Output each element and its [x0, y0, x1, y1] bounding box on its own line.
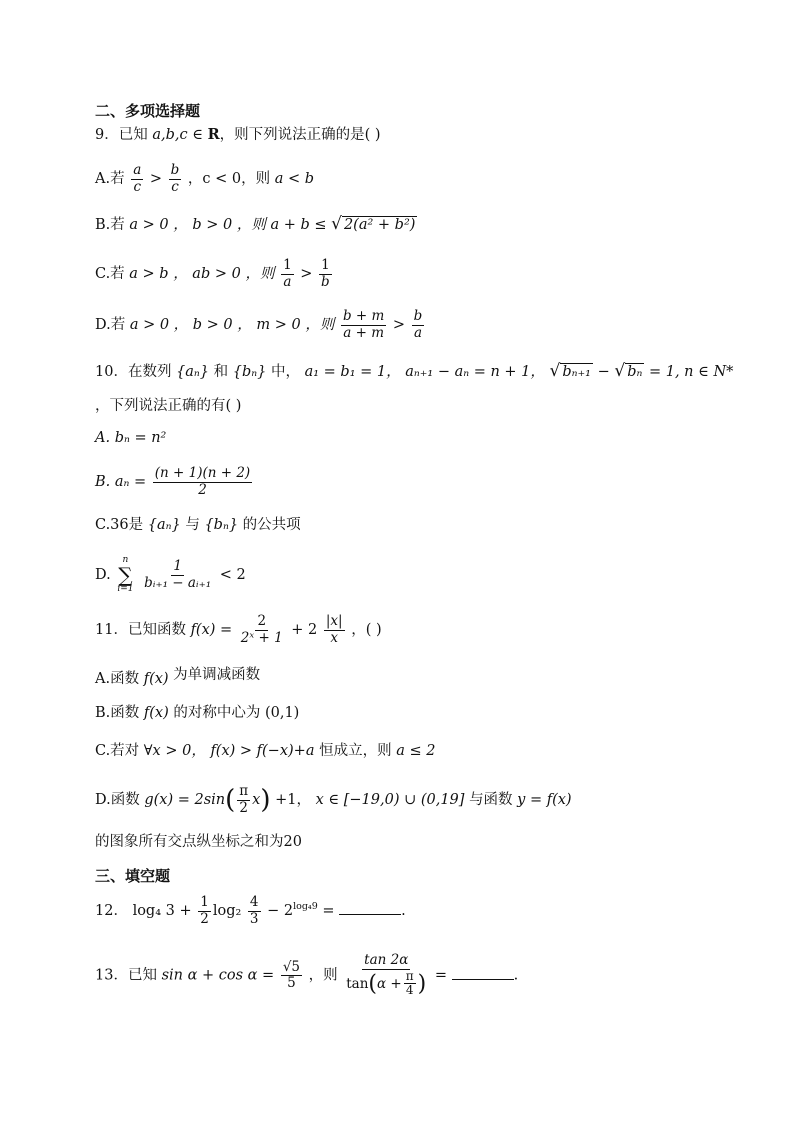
q12-f-num: 4	[249, 894, 259, 910]
q11-d-text: D.函数	[95, 792, 140, 809]
q10-d-top: n	[122, 555, 129, 565]
q12-log-1: log₄ 3 +	[132, 903, 192, 920]
q10-c-seq-a: {aₙ}	[147, 517, 181, 533]
q9-option-b	[95, 216, 417, 233]
q9-option-d	[95, 309, 426, 341]
q12-half-fraction	[198, 895, 211, 927]
q9-d-condition: a > 0 ， b > 0 ， m > 0 ，则	[129, 317, 335, 334]
q13-expr: sin α + cos α =	[161, 967, 275, 984]
q9-a-f1-num: a	[133, 162, 142, 178]
q10-d-post: < 2	[219, 567, 246, 583]
q11-d-plus: +1，	[275, 792, 311, 809]
q10-d-num: 1	[173, 557, 182, 574]
left-paren-icon: (	[225, 785, 236, 816]
q10-option-a: A. bₙ = n²	[95, 430, 167, 446]
q9-stem-in: ∈	[192, 127, 203, 143]
q10-d-sigma: ∑	[118, 563, 133, 587]
q9-c-fraction-1	[281, 258, 294, 290]
q11-a-text: A.函数	[95, 671, 140, 687]
q12-half-num: 1	[200, 894, 209, 910]
q13-big-fraction	[344, 953, 428, 998]
q11-c-inequality: f(x) > f(−x)+a	[210, 743, 315, 759]
q10-option-b	[95, 466, 254, 498]
q10-d-den: bᵢ₊₁ − aᵢ₊₁	[144, 574, 212, 591]
q10-b-fraction	[153, 466, 252, 498]
q10-sqrt-1: bₙ₊₁	[562, 364, 591, 380]
q10-option-c	[95, 518, 301, 533]
q10-stem-continued: ，下列说法正确的有( )	[95, 398, 242, 414]
q11-d-with: 与函数	[469, 792, 513, 809]
q10-and: 和	[213, 364, 229, 380]
summation-icon	[117, 556, 133, 594]
section-heading-multiple-choice: 二、多项选择题	[95, 102, 201, 120]
q10-d-label: D.	[95, 567, 111, 583]
q11-d-g: g(x) = 2sin	[144, 792, 226, 809]
q11-plus2: + 2	[291, 622, 318, 639]
q12-answer-blank[interactable]	[339, 914, 401, 915]
radical-sign-icon: √	[549, 361, 561, 381]
q9-c-f2-den: b	[321, 273, 330, 290]
q11-d-pi-fraction	[237, 784, 250, 816]
q9-d-f2-den: a	[413, 324, 423, 341]
q10-b-num: (n + 1)(n + 2)	[154, 465, 251, 481]
q13-pi-den: 4	[405, 983, 414, 998]
q11-d-y: y = f(x)	[517, 792, 572, 809]
q10-d-fraction	[142, 559, 213, 591]
q9-stem-suffix: ，则下列说法正确的是( )	[219, 127, 381, 143]
q11-b-f: f(x)	[143, 705, 169, 721]
q9-c-f1-num: 1	[283, 257, 292, 273]
q11-f-den: 2ˣ + 1	[240, 629, 283, 646]
q9-stem-set: R	[207, 126, 220, 143]
q13-pi-num: π	[405, 968, 414, 983]
q11-d-x: x	[252, 792, 261, 809]
q10-seq-a: {aₙ}	[176, 364, 210, 380]
q10-b-den: 2	[198, 481, 207, 498]
q13-big-num: tan 2α	[364, 952, 409, 968]
q10-sqrt-2: bₙ	[627, 364, 643, 380]
q11-b-post: 的对称中心为	[173, 705, 261, 721]
q9-a-f2-den: c	[171, 178, 179, 195]
q9-a-fraction-1	[131, 163, 143, 195]
q11-d-two: 2	[239, 799, 249, 816]
q9-c-gt: >	[300, 266, 313, 283]
q10-d-bot: i=1	[117, 584, 134, 594]
q9-a-conclusion: a < b	[274, 171, 315, 188]
q9-a-label: A.若	[95, 171, 125, 188]
q9-d-gt: >	[392, 317, 406, 334]
q13-answer-blank[interactable]	[452, 979, 514, 980]
q11-stem-prefix: 11．已知函数	[95, 622, 186, 639]
question-12	[95, 895, 406, 927]
q11-c-conclusion: a ≤ 2	[396, 743, 436, 759]
q11-b-point: (0,1)	[264, 705, 300, 721]
q9-b-lhs: a + b ≤	[270, 217, 327, 233]
q11-option-d	[95, 784, 572, 816]
q11-c-text: C.若对	[95, 743, 140, 759]
q9-option-c	[95, 258, 334, 290]
q11-fraction-1	[239, 614, 285, 646]
q10-minus: −	[597, 364, 610, 380]
q11-option-a	[95, 668, 260, 687]
q12-half-den: 2	[200, 910, 209, 927]
q11-option-b	[95, 706, 299, 721]
q12-end: .	[401, 903, 406, 920]
question-9-stem	[95, 128, 381, 143]
q9-d-f1-num: b + m	[342, 308, 385, 324]
q10-c-seq-b: {bₙ}	[204, 517, 239, 533]
q11-c-post: 恒成立，则	[319, 743, 392, 759]
q11-d-pi: π	[239, 783, 249, 799]
q9-d-label: D.若	[95, 317, 126, 334]
radical-sign-icon: √	[614, 361, 626, 381]
q11-a-post: 为单调减函数	[173, 667, 261, 683]
q9-a-f2-num: b	[170, 162, 180, 178]
q11-b-text: B.函数	[95, 705, 140, 721]
q9-d-fraction-2	[412, 309, 425, 341]
q13-prefix: 13．已知	[95, 967, 157, 984]
q9-a-f1-den: c	[133, 178, 142, 195]
q10-stem-prefix: 10．在数列	[95, 364, 172, 380]
question-11-stem	[95, 614, 382, 646]
right-paren-icon: )	[417, 971, 427, 997]
q9-c-label: C.若	[95, 266, 125, 283]
q12-four-thirds	[248, 895, 261, 927]
q12-prefix: 12．	[95, 903, 128, 920]
q12-minus: − 2	[267, 903, 294, 920]
question-13	[95, 953, 518, 998]
q9-b-radicand: 2(a² + b²)	[343, 217, 416, 233]
q13-big-den-tan: tan	[346, 975, 369, 992]
q9-c-f2-num: 1	[321, 257, 330, 273]
q9-d-fraction-1	[341, 309, 386, 341]
q9-b-condition: a > 0 ， b > 0 ，则	[129, 217, 266, 233]
q11-a-f: f(x)	[143, 671, 169, 687]
q13-root5-fraction	[281, 960, 302, 992]
q9-d-f2-num: b	[413, 308, 423, 324]
section-heading-fill-in: 三、填空题	[95, 867, 171, 885]
q10-option-d	[95, 556, 246, 594]
q12-f-den: 3	[249, 910, 259, 927]
q11-fx: f(x) =	[190, 622, 233, 639]
q10-c-with: 与	[185, 517, 200, 533]
q11-d-domain: x ∈ [−19,0) ∪ (0,19]	[315, 792, 465, 809]
q9-c-f1-den: a	[283, 273, 292, 290]
q10-c-post: 的公共项	[242, 517, 301, 533]
q10-init: a₁ = b₁ = 1，	[304, 364, 401, 380]
q9-a-condition: ，c < 0，则	[187, 171, 271, 188]
left-paren-icon: (	[368, 971, 377, 997]
q10-c-label: C.36是	[95, 517, 144, 533]
q11-fraction-2	[324, 614, 345, 646]
q10-b-label: B. aₙ =	[95, 474, 147, 491]
q12-log-2: log₂	[212, 903, 242, 920]
q13-pi-fraction	[404, 970, 416, 999]
q11-abs-num: |x|	[325, 613, 343, 629]
q10-mid: 中，	[270, 364, 300, 380]
q10-seq-b: {bₙ}	[232, 364, 267, 380]
q13-then: ，则	[308, 967, 338, 984]
q10-recurrence: aₙ₊₁ − aₙ = n + 1，	[405, 364, 545, 380]
q9-stem-vars: a,b,c	[152, 127, 188, 143]
q11-f-num: 2	[257, 613, 267, 629]
q9-d-f1-den: a + m	[343, 324, 384, 341]
q11-abs-den: x	[330, 629, 339, 646]
q9-stem-prefix: 9．已知	[95, 127, 148, 143]
radical-sign-icon: √	[331, 214, 342, 234]
q13-big-den	[344, 970, 428, 999]
q13-r-num: √5	[282, 958, 301, 975]
q9-a-fraction-2	[169, 163, 182, 195]
q9-a-gt: >	[149, 171, 163, 188]
q11-option-c	[95, 744, 435, 759]
q11-d-continued: 的图象所有交点纵坐标之和为20	[95, 834, 302, 850]
q12-exponent: log₄9	[293, 901, 318, 913]
q9-b-label: B.若	[95, 217, 125, 233]
right-paren-icon: )	[260, 785, 271, 816]
q9-c-fraction-2	[319, 258, 332, 290]
q9-c-condition: a > b ， ab > 0 ，则	[129, 266, 275, 283]
q9-option-a	[95, 163, 314, 195]
q13-eq: =	[434, 967, 447, 984]
q11-c-forall: ∀x > 0，	[143, 743, 206, 759]
q11-stem-suffix: ，( )	[351, 622, 382, 639]
q10-tail: = 1, n ∈ N*	[648, 364, 734, 380]
q13-end: .	[513, 967, 519, 984]
q12-eq: =	[322, 903, 335, 920]
q13-r-den: 5	[287, 975, 296, 992]
q13-big-den-alpha: α +	[377, 975, 402, 992]
question-10-stem	[95, 363, 733, 380]
